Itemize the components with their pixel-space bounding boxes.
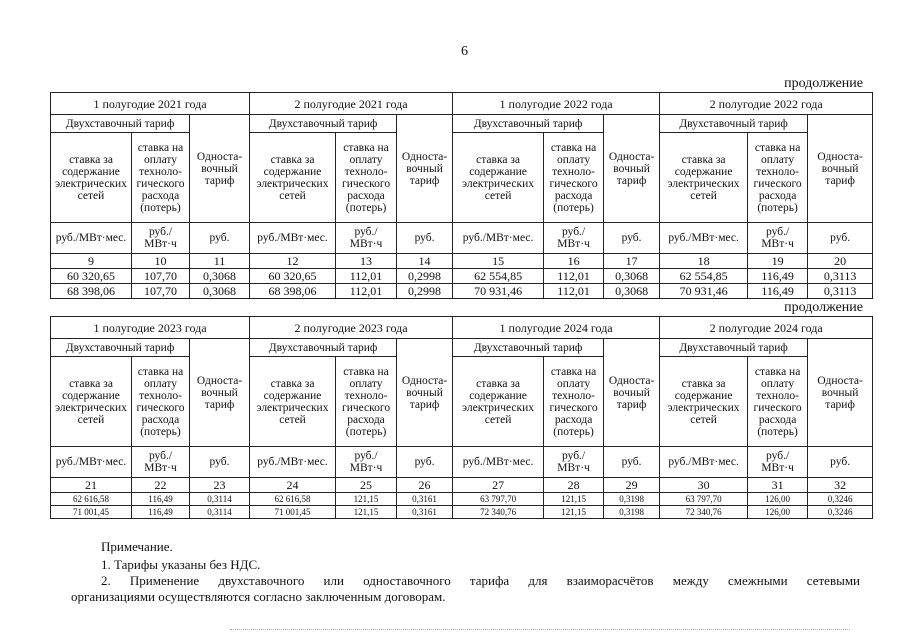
label-line: расхода <box>758 413 797 426</box>
network-rate-header <box>51 133 132 223</box>
tariff-value: 116,49 <box>748 284 808 299</box>
label-line: ставка на <box>754 141 801 154</box>
page-number: 6 <box>461 44 468 59</box>
label-line: содержание <box>263 165 322 178</box>
table-row <box>51 269 873 284</box>
label-line: сетей <box>484 189 512 202</box>
label-line: гического <box>753 177 802 190</box>
loss-rate-header <box>132 133 190 223</box>
column-number: 24 <box>250 478 336 493</box>
label-line: вочный <box>613 386 650 399</box>
tariff-value: 116,49 <box>132 506 190 519</box>
one-rate-tariff-header <box>808 339 873 447</box>
one-rate-tariff-header <box>808 115 873 223</box>
tariff-value: 121,15 <box>544 506 604 519</box>
label-line: сетей <box>279 413 306 426</box>
unit-losses <box>544 447 604 478</box>
label-line: техноло- <box>139 165 182 178</box>
tariff-value: 0,3161 <box>397 506 453 519</box>
tariff-value: 62 554,85 <box>453 269 544 284</box>
label-line: вочный <box>201 386 238 399</box>
unit-networks: руб./МВт·мес. <box>250 447 336 478</box>
label-line: оплату <box>557 377 591 390</box>
label-line: содержание <box>469 165 527 178</box>
continuation-label: продолжение <box>784 76 863 91</box>
unit-losses <box>544 223 604 254</box>
label-line: (потерь) <box>345 201 387 214</box>
notes-title: Примечание. <box>101 539 173 554</box>
tariff-value: 70 931,46 <box>660 284 748 299</box>
unit-losses <box>748 223 808 254</box>
tariff-value: 112,01 <box>336 284 397 299</box>
tariff-value: 71 001,45 <box>51 506 132 519</box>
column-number: 15 <box>453 254 544 269</box>
column-number: 9 <box>51 254 132 269</box>
two-rate-tariff-header: Двухставочный тариф <box>250 115 397 133</box>
one-rate-tariff-header <box>397 339 453 447</box>
table-row <box>51 284 873 299</box>
label-line: вочный <box>201 162 238 175</box>
period-header: 1 полугодие 2024 года <box>453 317 660 339</box>
label-line: техноло- <box>552 165 595 178</box>
tariff-value: 0,3068 <box>190 284 250 299</box>
column-number: 20 <box>808 254 873 269</box>
tariff-value: 0,3114 <box>190 506 250 519</box>
period-header: 1 полугодие 2023 года <box>51 317 250 339</box>
label-line: вочный <box>406 386 443 399</box>
label-line: расхода <box>141 189 180 202</box>
loss-rate-header <box>748 357 808 447</box>
label-line: руб./ <box>562 226 586 238</box>
label-line: МВт·ч <box>557 462 590 474</box>
label-line: МВт·ч <box>761 238 794 250</box>
tariff-value: 63 797,70 <box>660 493 748 506</box>
network-rate-header <box>660 357 748 447</box>
tariff-value: 112,01 <box>544 284 604 299</box>
tariff-value: 112,01 <box>544 269 604 284</box>
label-line: содержание <box>469 389 527 402</box>
label-line: оплату <box>557 153 591 166</box>
loss-rate-header <box>544 357 604 447</box>
label-line: руб./ <box>148 226 173 238</box>
network-rate-header <box>660 133 748 223</box>
tariff-value: 60 320,65 <box>250 269 336 284</box>
label-line: руб./ <box>766 226 790 238</box>
period-header: 2 полугодие 2022 года <box>660 93 873 115</box>
tariff-value: 70 931,46 <box>453 284 544 299</box>
label-line: ставка за <box>476 153 520 166</box>
label-line: содержание <box>62 389 120 402</box>
label-line: руб./ <box>354 450 378 462</box>
tariff-value: 107,70 <box>132 269 190 284</box>
tariff-value: 0,2998 <box>397 269 453 284</box>
label-line: гического <box>549 177 598 190</box>
label-line: руб./ <box>766 450 790 462</box>
label-line: техноло- <box>552 389 595 402</box>
column-number: 21 <box>51 478 132 493</box>
label-line: сетей <box>484 413 512 426</box>
column-number: 29 <box>604 478 660 493</box>
label-line: электрических <box>256 401 329 414</box>
one-rate-tariff-header <box>604 115 660 223</box>
unit-losses <box>336 447 397 478</box>
label-line: гического <box>753 401 802 414</box>
label-line: ставка на <box>137 365 184 378</box>
label-line: расхода <box>758 189 797 202</box>
tariff-value: 0,3246 <box>808 493 873 506</box>
label-line: электрических <box>256 177 329 190</box>
tariff-value: 0,2998 <box>397 284 453 299</box>
loss-rate-header <box>132 357 190 447</box>
label-line: (потерь) <box>140 425 181 438</box>
label-line: МВт·ч <box>144 238 177 250</box>
tariff-value: 71 001,45 <box>250 506 336 519</box>
label-line: техноло- <box>756 165 799 178</box>
tariff-value: 63 797,70 <box>453 493 544 506</box>
label-line: ставка на <box>343 365 389 378</box>
two-rate-tariff-header: Двухставочный тариф <box>660 339 808 357</box>
label-line: Односта- <box>401 150 448 163</box>
tariff-value: 107,70 <box>132 284 190 299</box>
label-line: тариф <box>409 174 440 187</box>
unit-losses <box>336 223 397 254</box>
column-number: 19 <box>748 254 808 269</box>
column-number: 22 <box>132 478 190 493</box>
label-line: МВт·ч <box>144 462 177 474</box>
unit-networks: руб./МВт·мес. <box>453 223 544 254</box>
label-line: ставка за <box>681 377 726 390</box>
label-line: ставка на <box>343 141 389 154</box>
label-line: вочный <box>821 162 859 175</box>
tariff-value: 72 340,76 <box>453 506 544 519</box>
unit-networks: руб./МВт·мес. <box>660 223 748 254</box>
column-number: 30 <box>660 478 748 493</box>
period-header: 2 полугодие 2023 года <box>250 317 453 339</box>
label-line: МВт·ч <box>557 238 590 250</box>
tariff-value: 126,00 <box>748 493 808 506</box>
label-line: сетей <box>77 189 105 202</box>
label-line: МВт·ч <box>761 462 794 474</box>
note-item-2-line-2: организациями осуществляются согласно заключенным договорам. <box>71 589 446 604</box>
label-line: (потерь) <box>140 201 181 214</box>
tariff-value: 60 320,65 <box>51 269 132 284</box>
two-rate-tariff-header: Двухставочный тариф <box>453 339 604 357</box>
tariff-value: 0,3113 <box>808 269 873 284</box>
column-number: 11 <box>190 254 250 269</box>
column-number: 32 <box>808 478 873 493</box>
label-line: расхода <box>141 413 180 426</box>
label-line: содержание <box>62 165 120 178</box>
tariff-value: 0,3068 <box>604 284 660 299</box>
label-line: оплату <box>349 377 383 390</box>
unit-one-rate: руб. <box>190 447 250 478</box>
unit-losses <box>132 447 190 478</box>
label-line: ставка на <box>550 141 597 154</box>
label-line: тариф <box>204 174 235 187</box>
two-rate-tariff-header: Двухставочный тариф <box>660 115 808 133</box>
label-line: содержание <box>674 389 733 402</box>
label-line: техноло- <box>344 165 388 178</box>
label-line: МВт·ч <box>349 462 383 474</box>
label-line: оплату <box>349 153 383 166</box>
label-line: Односта- <box>817 374 863 387</box>
label-line: тариф <box>825 174 855 187</box>
label-line: вочный <box>613 162 650 175</box>
period-header: 2 полугодие 2024 года <box>660 317 873 339</box>
network-rate-header <box>250 357 336 447</box>
unit-one-rate: руб. <box>397 223 453 254</box>
label-line: ставка за <box>476 377 520 390</box>
label-line: ставка за <box>270 153 315 166</box>
label-line: Односта- <box>817 150 863 163</box>
unit-one-rate: руб. <box>397 447 453 478</box>
unit-networks: руб./МВт·мес. <box>51 223 132 254</box>
one-rate-tariff-header <box>604 339 660 447</box>
column-number: 26 <box>397 478 453 493</box>
tariff-table-2021-2022 <box>50 92 873 299</box>
unit-losses <box>132 223 190 254</box>
network-rate-header <box>51 357 132 447</box>
label-line: (потерь) <box>757 201 798 214</box>
label-line: электрических <box>667 177 740 190</box>
column-number: 25 <box>336 478 397 493</box>
label-line: расхода <box>554 189 593 202</box>
label-line: (потерь) <box>757 425 798 438</box>
label-line: Односта- <box>196 150 243 163</box>
two-rate-tariff-header: Двухставочный тариф <box>51 115 190 133</box>
label-line: оплату <box>761 153 795 166</box>
tariff-value: 126,00 <box>748 506 808 519</box>
label-line: ставка на <box>754 365 801 378</box>
label-line: тариф <box>204 398 235 411</box>
label-line: ставка за <box>69 377 113 390</box>
loss-rate-header <box>336 133 397 223</box>
column-number: 23 <box>190 478 250 493</box>
two-rate-tariff-header: Двухставочный тариф <box>51 339 190 357</box>
two-rate-tariff-header: Двухставочный тариф <box>250 339 397 357</box>
label-line: техноло- <box>139 389 182 402</box>
tariff-value: 72 340,76 <box>660 506 748 519</box>
label-line: ставка за <box>270 377 315 390</box>
label-line: электрических <box>55 177 127 190</box>
unit-losses <box>748 447 808 478</box>
tariff-value: 0,3246 <box>808 506 873 519</box>
tariff-value: 62 554,85 <box>660 269 748 284</box>
label-line: МВт·ч <box>349 238 383 250</box>
label-line: гического <box>136 401 185 414</box>
label-line: сетей <box>690 189 717 202</box>
label-line: оплату <box>143 377 178 390</box>
label-line: электрических <box>667 401 740 414</box>
column-number: 28 <box>544 478 604 493</box>
tariff-value: 0,3113 <box>808 284 873 299</box>
tariff-value: 0,3068 <box>604 269 660 284</box>
label-line: электрических <box>462 177 534 190</box>
label-line: тариф <box>616 398 647 411</box>
tariff-value: 116,49 <box>748 269 808 284</box>
tariff-value: 121,15 <box>544 493 604 506</box>
label-line: сетей <box>690 413 717 426</box>
tariff-table-2023-2024 <box>50 316 873 519</box>
note-item-2-line-1: 2. Применение двухставочного или одноставочного тарифа для взаиморасчётов между смежными сетевыми <box>101 573 860 588</box>
tariff-value: 0,3198 <box>604 506 660 519</box>
tariff-value: 0,3198 <box>604 493 660 506</box>
note-item-1: 1. Тарифы указаны без НДС. <box>101 557 261 572</box>
unit-one-rate: руб. <box>190 223 250 254</box>
unit-one-rate: руб. <box>604 447 660 478</box>
label-line: техноло- <box>756 389 799 402</box>
label-line: руб./ <box>562 450 586 462</box>
unit-networks: руб./МВт·мес. <box>51 447 132 478</box>
label-line: тариф <box>409 398 440 411</box>
period-header: 2 полугодие 2021 года <box>250 93 453 115</box>
one-rate-tariff-header <box>190 339 250 447</box>
tariff-value: 62 616,58 <box>51 493 132 506</box>
label-line: оплату <box>761 377 795 390</box>
label-line: руб./ <box>148 450 173 462</box>
unit-one-rate: руб. <box>808 223 873 254</box>
continuation-label: продолжение <box>784 300 863 315</box>
column-number: 18 <box>660 254 748 269</box>
footer-divider <box>230 629 850 630</box>
tariff-value: 62 616,58 <box>250 493 336 506</box>
two-rate-tariff-header: Двухставочный тариф <box>453 115 604 133</box>
label-line: тариф <box>616 174 647 187</box>
loss-rate-header <box>336 357 397 447</box>
label-line: (потерь) <box>553 201 594 214</box>
period-header: 1 полугодие 2021 года <box>51 93 250 115</box>
label-line: ставка на <box>550 365 597 378</box>
label-line: вочный <box>406 162 443 175</box>
label-line: (потерь) <box>345 425 387 438</box>
label-line: расхода <box>554 413 593 426</box>
label-line: руб./ <box>354 226 378 238</box>
one-rate-tariff-header <box>190 115 250 223</box>
label-line: Односта- <box>608 150 655 163</box>
table-row <box>51 506 873 519</box>
loss-rate-header <box>748 133 808 223</box>
period-header: 1 полугодие 2022 года <box>453 93 660 115</box>
unit-networks: руб./МВт·мес. <box>453 447 544 478</box>
column-number: 13 <box>336 254 397 269</box>
column-number: 14 <box>397 254 453 269</box>
label-line: ставка за <box>69 153 113 166</box>
unit-one-rate: руб. <box>604 223 660 254</box>
label-line: сетей <box>279 189 306 202</box>
column-number: 17 <box>604 254 660 269</box>
label-line: гического <box>549 401 598 414</box>
label-line: ставка за <box>681 153 726 166</box>
network-rate-header <box>453 133 544 223</box>
network-rate-header <box>453 357 544 447</box>
label-line: (потерь) <box>553 425 594 438</box>
label-line: Односта- <box>196 374 243 387</box>
label-line: гического <box>136 177 185 190</box>
column-number: 27 <box>453 478 544 493</box>
column-number: 10 <box>132 254 190 269</box>
label-line: электрических <box>462 401 534 414</box>
tariff-value: 121,15 <box>336 506 397 519</box>
tariff-value: 68 398,06 <box>250 284 336 299</box>
tariff-value: 121,15 <box>336 493 397 506</box>
label-line: Односта- <box>401 374 448 387</box>
label-line: тариф <box>825 398 855 411</box>
label-line: Односта- <box>608 374 655 387</box>
label-line: содержание <box>674 165 733 178</box>
tariff-value: 0,3068 <box>190 269 250 284</box>
label-line: вочный <box>821 386 859 399</box>
table-row <box>51 493 873 506</box>
label-line: гического <box>341 177 391 190</box>
tariff-value: 112,01 <box>336 269 397 284</box>
unit-networks: руб./МВт·мес. <box>250 223 336 254</box>
tariff-value: 0,3114 <box>190 493 250 506</box>
tariff-value: 68 398,06 <box>51 284 132 299</box>
unit-networks: руб./МВт·мес. <box>660 447 748 478</box>
column-number: 31 <box>748 478 808 493</box>
label-line: электрических <box>55 401 127 414</box>
label-line: расхода <box>347 189 385 202</box>
label-line: техноло- <box>344 389 388 402</box>
column-number: 16 <box>544 254 604 269</box>
unit-one-rate: руб. <box>808 447 873 478</box>
network-rate-header <box>250 133 336 223</box>
label-line: содержание <box>263 389 322 402</box>
label-line: гического <box>341 401 391 414</box>
label-line: сетей <box>77 413 105 426</box>
label-line: оплату <box>143 153 178 166</box>
loss-rate-header <box>544 133 604 223</box>
label-line: расхода <box>347 413 385 426</box>
one-rate-tariff-header <box>397 115 453 223</box>
column-number: 12 <box>250 254 336 269</box>
label-line: ставка на <box>137 141 184 154</box>
tariff-value: 0,3161 <box>397 493 453 506</box>
tariff-value: 116,49 <box>132 493 190 506</box>
